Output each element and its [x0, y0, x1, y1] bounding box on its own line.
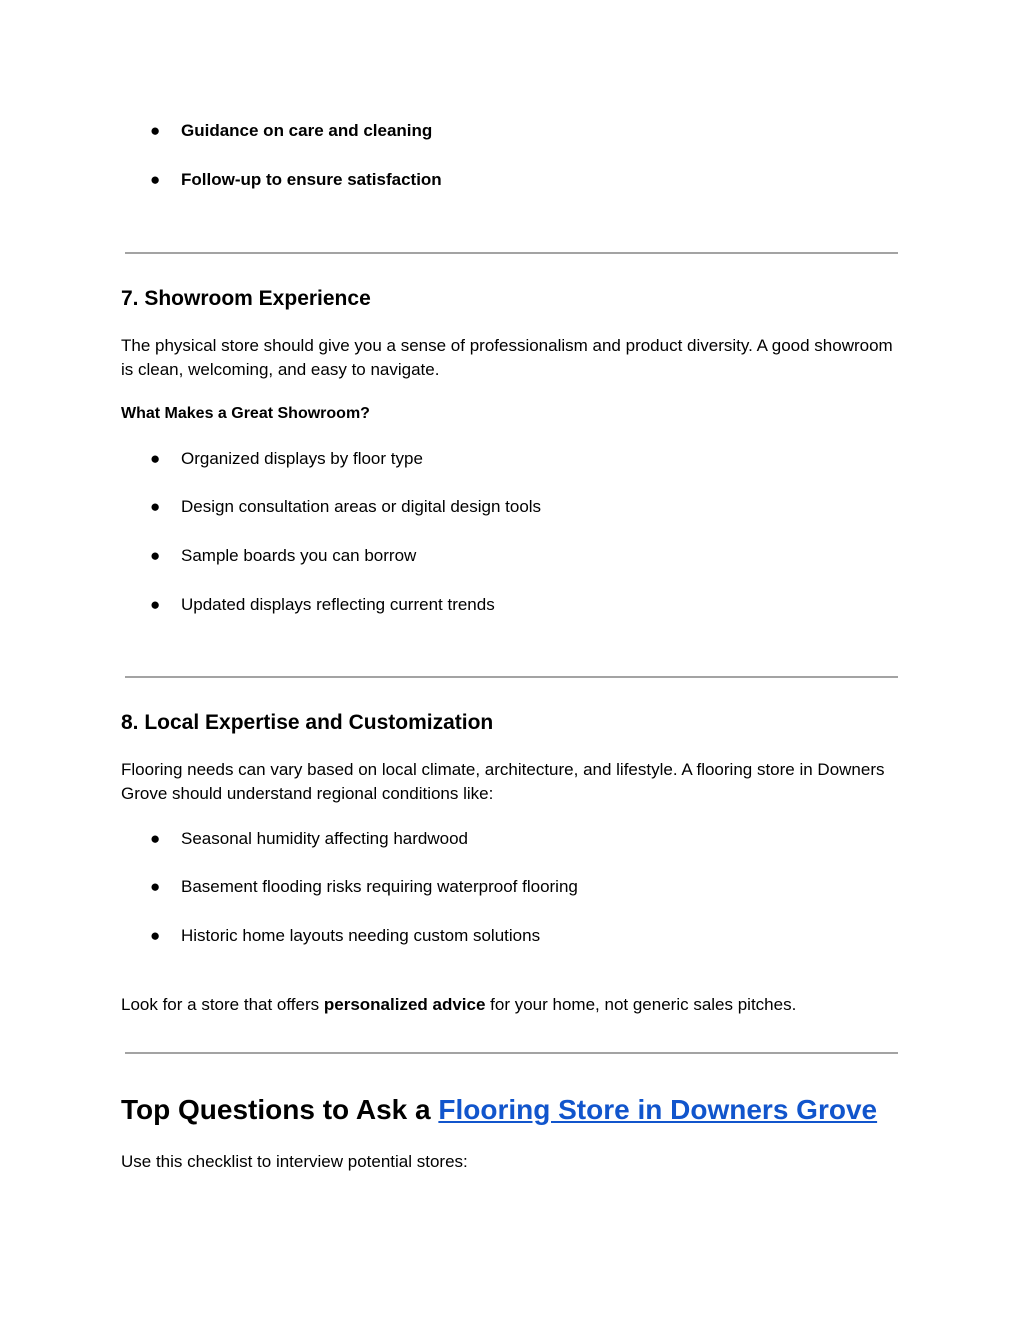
divider: [125, 676, 898, 678]
list-item-text: Seasonal humidity affecting hardwood: [181, 829, 468, 848]
closing-paragraph: [121, 993, 901, 1017]
list-item: [0, 447, 1024, 471]
closing-emphasis: personalized advice: [323, 995, 486, 1014]
list-item-text: Organized displays by floor type: [181, 449, 423, 468]
page-heading-questions: [121, 1092, 877, 1128]
section-heading-showroom: 7. Showroom Experience: [121, 287, 371, 310]
bullet-icon: ●: [150, 170, 161, 189]
list-item: [0, 875, 1024, 899]
section-paragraph: The physical store should give you a sense of professionalism and product diversity. A good showroom is clean, welcoming, and easy to navigate.: [121, 336, 893, 379]
section-paragraph: Use this checklist to interview potential stores:: [121, 1152, 468, 1171]
list-item: [0, 593, 1024, 617]
bullet-icon: ●: [150, 595, 161, 614]
list-item: [0, 544, 1024, 568]
bullet-icon: ●: [150, 497, 161, 516]
list-item: [0, 119, 1024, 143]
list-item: [0, 168, 1024, 192]
list-item-text: Historic home layouts needing custom solutions: [181, 926, 541, 945]
list-item-text: Updated displays reflecting current trends: [181, 595, 495, 614]
divider: [125, 252, 898, 254]
list-item: [0, 827, 1024, 851]
list-item: [0, 924, 1024, 948]
closing-text-end: for your home, not generic sales pitches.: [485, 995, 797, 1014]
bullet-icon: ●: [150, 877, 161, 896]
bullet-icon: ●: [150, 449, 161, 468]
subheading: What Makes a Great Showroom?: [121, 405, 370, 422]
divider: [125, 1052, 898, 1054]
list-item-text: Design consultation areas or digital design tools: [181, 497, 542, 516]
section-paragraph: Flooring needs can vary based on local climate, architecture, and lifestyle. A flooring store in Downers Grove should understand regional conditions like:: [121, 760, 885, 803]
list-item-text: Sample boards you can borrow: [181, 546, 417, 565]
bullet-icon: ●: [150, 829, 161, 848]
closing-text-start: Look for a store that offers: [121, 995, 324, 1014]
flooring-store-link[interactable]: Flooring Store in Downers Grove: [438, 1094, 878, 1125]
bullet-icon: ●: [150, 546, 161, 565]
list-item-text: Guidance on care and cleaning: [181, 121, 433, 140]
bullet-icon: ●: [150, 121, 161, 140]
bullet-icon: ●: [150, 926, 161, 945]
list-item-text: Basement flooding risks requiring waterproof flooring: [181, 877, 578, 896]
section-heading-local-expertise: 8. Local Expertise and Customization: [121, 711, 494, 734]
list-item: [0, 495, 1024, 519]
list-item-text: Follow-up to ensure satisfaction: [181, 170, 442, 189]
heading-prefix: Top Questions to Ask a: [121, 1094, 439, 1125]
